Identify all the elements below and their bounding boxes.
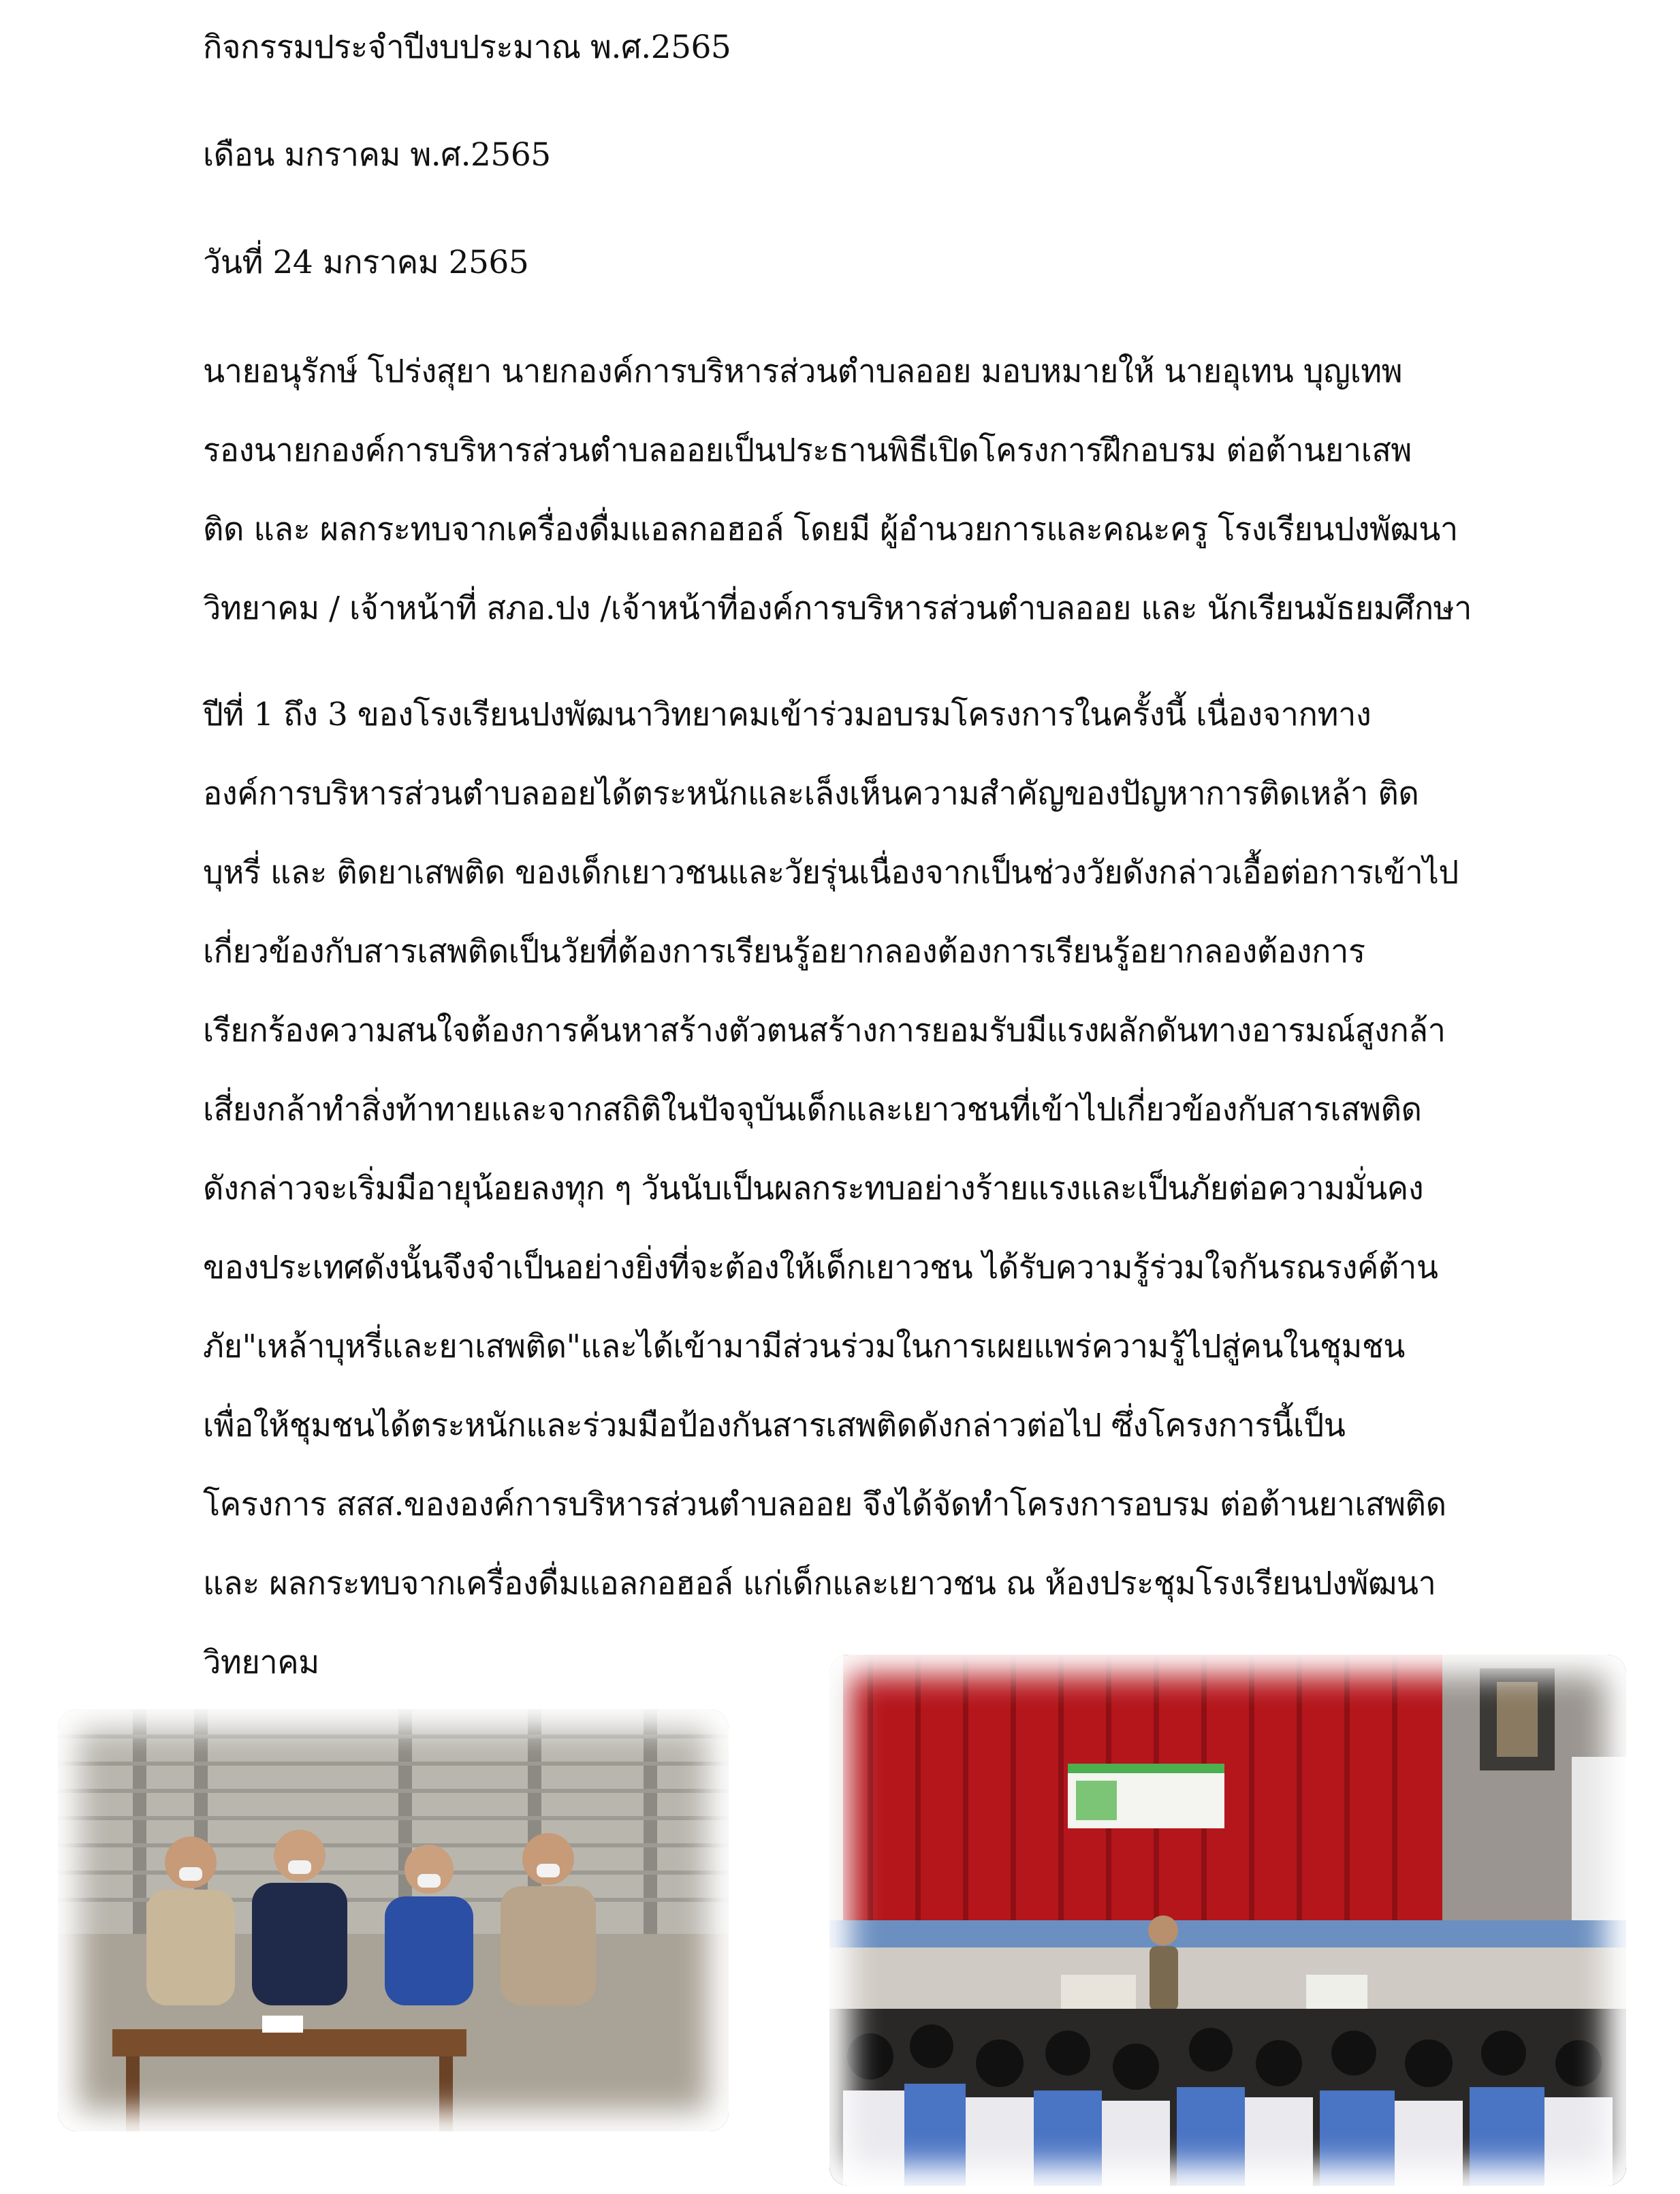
body-line: เสี่ยงกล้าทำสิ่งท้าทายและจากสถิติในปัจจุบันเด็กและเยาวชนที่เข้าไปเกี่ยวข้องกับสารเสพติด [203,1091,1422,1128]
body-line: วิทยาคม [203,1644,319,1681]
body-line: ติด และ ผลกระทบจากเครื่องดื่มแอลกอฮอล์ โดยมี ผู้อำนวยการและคณะครู โรงเรียนปงพัฒนา [203,511,1458,548]
document-title: กิจกรรมประจำปีงบประมาณ พ.ศ.2565 [203,29,731,66]
body-line: โครงการ สสส.ขององค์การบริหารส่วนตำบลออย จึงได้จัดทำโครงการอบรม ต่อต้านยาเสพติด [203,1486,1446,1523]
photo-training-hall [829,1655,1626,2186]
document-date: วันที่ 24 มกราคม 2565 [203,244,529,281]
body-line: รองนายกองค์การบริหารส่วนตำบลออยเป็นประธานพิธีเปิดโครงการฝึกอบรม ต่อต้านยาเสพ [203,432,1412,469]
document-month: เดือน มกราคม พ.ศ.2565 [203,136,551,174]
body-line: วิทยาคม / เจ้าหน้าที่ สภอ.ปง /เจ้าหน้าที่องค์การบริหารส่วนตำบลออย และ นักเรียนมัธยมศึกษา [203,590,1472,627]
photo-officials-seated [58,1709,729,2131]
body-line: เกี่ยวข้องกับสารเสพติดเป็นวัยที่ต้องการเรียนรู้อยากลองต้องการเรียนรู้อยากลองต้องการ [203,933,1365,970]
body-line: ปีที่ 1 ถึง 3 ของโรงเรียนปงพัฒนาวิทยาคมเข้าร่วมอบรมโครงการในครั้งนี้ เนื่องจากทาง [203,696,1372,733]
body-line: ภัย"เหล้าบุหรี่และยาเสพติด"และได้เข้ามามีส่วนร่วมในการเผยแพร่ความรู้ไปสู่คนในชุมชน [203,1328,1405,1365]
officials-photo-illustration [58,1709,729,2131]
body-line: องค์การบริหารส่วนตำบลออยได้ตระหนักและเล็งเห็นความสำคัญของปัญหาการติดเหล้า ติด [203,775,1419,812]
training-hall-illustration [829,1655,1626,2186]
body-line: และ ผลกระทบจากเครื่องดื่มแอลกอฮอล์ แก่เด็กและเยาวชน ณ ห้องประชุมโรงเรียนปงพัฒนา [203,1565,1436,1602]
body-line: ของประเทศดังนั้นจึงจำเป็นอย่างยิ่งที่จะต้องให้เด็กเยาวชน ได้รับความรู้ร่วมใจกันรณรงค์ต้าน [203,1249,1438,1286]
body-line: บุหรี่ และ ติดยาเสพติด ของเด็กเยาวชนและวัยรุ่นเนื่องจากเป็นช่วงวัยดังกล่าวเอื้อต่อการเข้าไป [203,854,1459,891]
body-line: ดังกล่าวจะเริ่มมีอายุน้อยลงทุก ๆ วันนับเป็นผลกระทบอย่างร้ายแรงและเป็นภัยต่อความมั่นคง [203,1170,1424,1207]
body-line: เรียกร้องความสนใจต้องการค้นหาสร้างตัวตนสร้างการยอมรับมีแรงผลักดันทางอารมณ์สูงกล้า [203,1012,1446,1049]
body-line: นายอนุรักษ์ โปร่งสุยา นายกองค์การบริหารส่วนตำบลออย มอบหมายให้ นายอุเทน บุญเทพ [203,353,1403,390]
body-line: เพื่อให้ชุมชนได้ตระหนักและร่วมมือป้องกันสารเสพติดดังกล่าวต่อไป ซึ่งโครงการนี้เป็น [203,1407,1346,1444]
